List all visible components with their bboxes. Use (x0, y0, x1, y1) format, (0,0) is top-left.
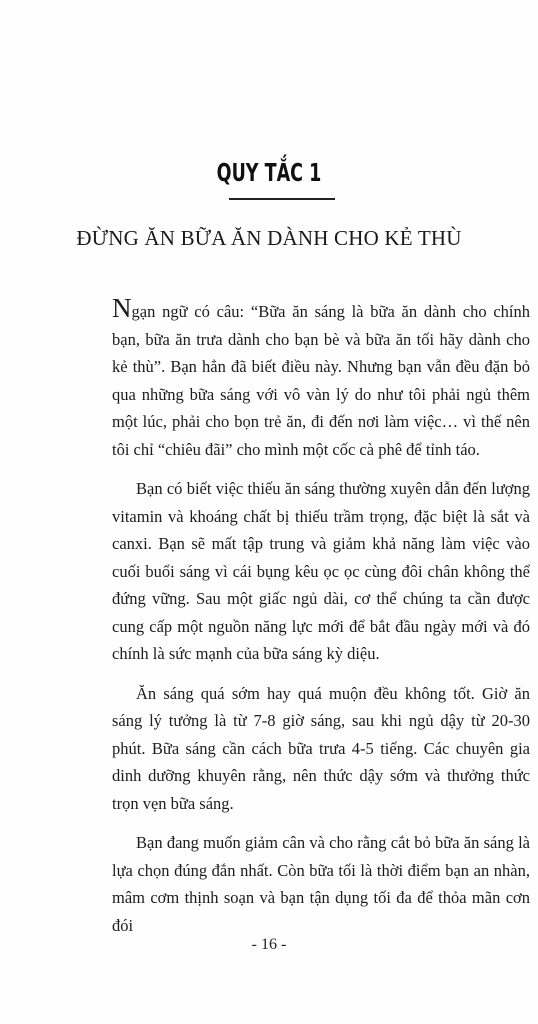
page-number: - 16 - (251, 936, 287, 953)
paragraph-4: Bạn đang muốn giảm cân và cho rằng cắt bỏ bữa ăn sáng là lựa chọn đúng đắn nhất. Còn bữa tối là thời điểm bạn an nhàn, mâm cơm thịnh soạn và bạn tận dụng tối đa để thỏa mãn cơn đói (112, 833, 530, 935)
chapter-subtitle: ĐỪNG ĂN BỮA ĂN DÀNH CHO KẺ THÙ (76, 226, 462, 250)
chapter-title: QUY TẮC 1 (216, 158, 322, 187)
paragraph-2: Bạn có biết việc thiếu ăn sáng thường xuyên dẫn đến lượng vitamin và khoáng chất bị thiếu trầm trọng, đặc biệt là sắt và canxi. Bạn sẽ mất tập trung và giảm khả năng làm việc vào cuối buổi sáng vì cái bụng kêu ọc ọc cùng đôi chân không thể đứng vững. Sau một giấc ngủ dài, cơ thể chúng ta cần được cung cấp một nguồn năng lực mới để bắt đầu ngày mới và đó chính là sức mạnh của bữa sáng kỳ diệu. (112, 479, 530, 663)
paragraph-text: gạn ngữ có câu: “Bữa ăn sáng là bữa ăn dành cho chính bạn, bữa ăn trưa dành cho bạn bè và bữa ăn tối hãy dành cho kẻ thù”. Bạn hẳn đã biết điều này. Nhưng bạn vẫn đều đặn bỏ qua những bữa sáng với vô vàn lý do như tôi phải ngủ thêm một lúc, phải cho bọn trẻ ăn, đi đến nơi làm việc… vì thế nên tôi chỉ “chiêu đãi” cho mình một cốc cà phê để tỉnh táo. (112, 302, 530, 459)
body-text (112, 293, 530, 951)
paragraph-3: Ăn sáng quá sớm hay quá muộn đều không tốt. Giờ ăn sáng lý tưởng là từ 7-8 giờ sáng, sau khi ngủ dậy từ 20-30 phút. Bữa sáng cần cách bữa trưa 4-5 tiếng. Các chuyên gia dinh dưỡng khuyên rằng, nên thức dậy sớm và thưởng thức trọn vẹn bữa sáng. (112, 683, 530, 813)
paragraph-1 (112, 293, 530, 463)
drop-cap: N (112, 293, 132, 323)
title-underline (229, 198, 335, 200)
